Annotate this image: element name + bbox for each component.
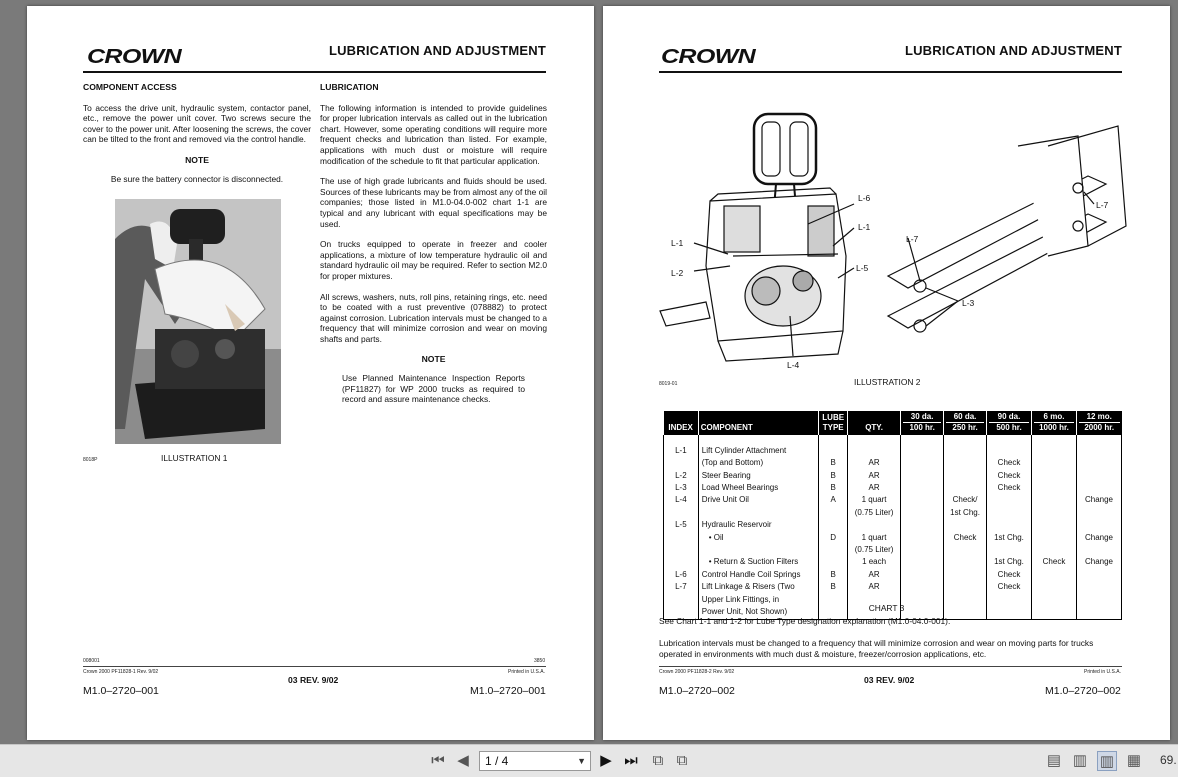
table-cell-lube	[819, 445, 848, 457]
table-cell-i1	[901, 569, 944, 581]
table-cell-component: Load Wheel Bearings	[698, 482, 819, 494]
page-number-value: 1 / 4	[485, 754, 509, 768]
lubrication-paragraph-2: The use of high grade lubricants and fluids should be used. Sources of these lubricants may be from almost any of the oil companies; those listed in M1.0-04.0-002 chart 1-1 are typical and any lubricant with equal specifications may be used.	[320, 176, 547, 229]
table-cell-i5	[1076, 470, 1121, 482]
table-row	[664, 519, 1122, 531]
callout-l3: L-3	[962, 298, 975, 308]
table-cell-i4	[1032, 519, 1077, 531]
table-cell-i3: 1st Chg.	[987, 556, 1032, 568]
header-rule	[659, 71, 1122, 73]
chart-body	[664, 435, 1122, 619]
table-cell-lube: D	[819, 532, 848, 544]
table-cell-i3	[987, 445, 1032, 457]
table-cell-component: • Oil	[698, 532, 819, 544]
chart-caption: CHART 3	[868, 603, 905, 613]
table-cell-i1	[901, 482, 944, 494]
crown-logo: CROWN	[661, 46, 756, 68]
lubrication-paragraph-3: On trucks equipped to operate in freezer and cooler applications, a mixture of low temperature hydraulic oil and standard hydraulic oil may be required. Refer to section M2.0 for proper mixtures.	[320, 239, 547, 281]
illustration-2-label: ILLUSTRATION 2	[854, 377, 921, 387]
callout-l1-right: L-1	[858, 222, 871, 232]
table-cell-lube: B	[819, 482, 848, 494]
footer-code-left: 008001	[83, 658, 100, 664]
two-page-view-icon[interactable]: ▥	[1097, 751, 1117, 771]
table-cell-i3: Check	[987, 482, 1032, 494]
footer-rule	[83, 666, 546, 667]
table-cell-lube: B	[819, 470, 848, 482]
col-60da: 60 da. 250 hr.	[944, 411, 987, 435]
note-body: Be sure the battery connector is disconnected.	[110, 173, 284, 184]
table-cell-qty: AR	[848, 470, 901, 482]
table-cell-i5: Change	[1076, 532, 1121, 544]
table-cell-i3: Check	[987, 470, 1032, 482]
table-cell-i5	[1076, 569, 1121, 581]
table-cell-i4	[1032, 482, 1077, 494]
table-row	[664, 556, 1122, 568]
table-cell-i1	[901, 457, 944, 469]
footer-copyright: Crown 2000 PF11828-2 Rev. 9/02	[659, 669, 735, 675]
table-cell-qty: AR	[848, 482, 901, 494]
table-cell-i4	[1032, 581, 1077, 593]
illustration-2-code: 8019-01	[659, 381, 678, 387]
table-cell-index: L-4	[664, 494, 699, 506]
table-cell-index	[664, 544, 699, 556]
header-rule	[83, 71, 546, 73]
table-cell-i5	[1076, 457, 1121, 469]
callout-l7-lower: L-7	[906, 234, 919, 244]
table-cell-qty: (0.75 Liter)	[848, 507, 901, 519]
table-cell-i4	[1032, 544, 1077, 556]
continuous-view-icon[interactable]: ▥	[1072, 752, 1088, 769]
table-cell-i1	[901, 494, 944, 506]
table-cell-i5	[1076, 482, 1121, 494]
table-cell-index: L-7	[664, 581, 699, 593]
component-access-section	[83, 82, 311, 184]
table-cell-i2	[944, 457, 987, 469]
table-cell-i5	[1076, 445, 1121, 457]
table-cell-i1	[901, 445, 944, 457]
table-cell-lube	[819, 507, 848, 519]
table-cell-i5	[1076, 544, 1121, 556]
table-cell-component	[698, 507, 819, 519]
table-cell-i1	[901, 544, 944, 556]
lubrication-note-body: Use Planned Maintenance Inspection Reports (PF11827) for WP 2000 trucks as required to record and assure maintenance checks.	[342, 373, 525, 405]
table-row	[664, 470, 1122, 482]
back-view-icon[interactable]: ⧉	[652, 752, 664, 769]
table-cell-lube: B	[819, 581, 848, 593]
note-heading: NOTE	[185, 154, 209, 165]
table-cell-i5: Change	[1076, 494, 1121, 506]
table-cell-i2	[944, 569, 987, 581]
table-cell-component: (Top and Bottom)	[698, 457, 819, 469]
document-page-1	[27, 6, 594, 740]
footer-rule	[659, 666, 1122, 667]
table-cell-i1	[901, 556, 944, 568]
illustration-1-label: ILLUSTRATION 1	[161, 453, 228, 463]
callout-l1-left: L-1	[671, 238, 684, 248]
table-cell-lube	[819, 544, 848, 556]
col-component: COMPONENT	[698, 411, 819, 435]
lubrication-note-heading: NOTE	[421, 354, 446, 365]
illustration-1-photo	[115, 199, 281, 444]
component-access-body: To access the drive unit, hydraulic system, contactor panel, etc., remove the power unit cover. Two screws secure the cover to the power unit. After loosening the screws, the cover can be tilted to the front and removed via the control handle.	[83, 102, 311, 145]
callout-l5: L-5	[856, 263, 869, 273]
table-cell-qty: 1 quart	[848, 532, 901, 544]
table-cell-component: Control Handle Coil Springs	[698, 569, 819, 581]
single-page-view-icon[interactable]: ▤	[1046, 752, 1062, 769]
table-cell-i4	[1032, 494, 1077, 506]
col-12mo: 12 mo. 2000 hr.	[1076, 411, 1121, 435]
table-row	[664, 494, 1122, 506]
col-30da: 30 da. 100 hr.	[901, 411, 944, 435]
table-cell-index	[664, 532, 699, 544]
table-cell-i4	[1032, 470, 1077, 482]
lubrication-paragraph-1: The following information is intended to provide guidelines for proper lubrication intervals as called out in the lubrication chart. However, some operating conditions will require more frequent checks and lubrication than listed. For example, applications with much dust or moisture will require modification of the schedule to fit that particular application.	[320, 102, 547, 166]
crown-logo: CROWN	[87, 46, 182, 68]
table-cell-index	[664, 556, 699, 568]
interval-note: Lubrication intervals must be changed to a frequency that will minimize corrosion and wear on moving parts for trucks operated in environments with much dust & moisture, freezer/corrosion applications, etc.	[659, 638, 1094, 659]
table-cell-i3: Check	[987, 569, 1032, 581]
table-cell-i3: Check	[987, 457, 1032, 469]
callout-l6: L-6	[858, 193, 871, 203]
page-title: LUBRICATION AND ADJUSTMENT	[328, 43, 546, 58]
table-cell-index: L-1	[664, 445, 699, 457]
table-cell-i4	[1032, 507, 1077, 519]
footer-copyright: Crown 2000 PF11828-1 Rev. 9/02	[83, 669, 159, 675]
table-row	[664, 507, 1122, 519]
table-cell-index: L-5	[664, 519, 699, 531]
table-cell-i1	[901, 507, 944, 519]
table-cell-i2: Check	[944, 532, 987, 544]
table-cell-component: Hydraulic Reservoir	[698, 519, 819, 531]
table-cell-component: Lift Cylinder Attachment	[698, 445, 819, 457]
table-row	[664, 544, 1122, 556]
table-cell-i2: Check/	[944, 494, 987, 506]
col-90da: 90 da. 500 hr.	[987, 411, 1032, 435]
table-cell-i2	[944, 445, 987, 457]
table-cell-component: Drive Unit Oil	[698, 494, 819, 506]
table-cell-qty	[848, 519, 901, 531]
table-row	[664, 482, 1122, 494]
revision-label: 03 REV. 9/02	[288, 675, 339, 685]
table-cell-component: Steer Bearing	[698, 470, 819, 482]
table-row	[664, 457, 1122, 469]
table-cell-lube	[819, 556, 848, 568]
footer-printed: Printed in U.S.A.	[508, 669, 545, 675]
table-cell-i3: 1st Chg.	[987, 532, 1032, 544]
table-cell-i5	[1076, 519, 1121, 531]
revision-label: 03 REV. 9/02	[864, 675, 915, 685]
table-cell-i3	[987, 519, 1032, 531]
table-cell-index	[664, 457, 699, 469]
footer-printed: Printed in U.S.A.	[1084, 669, 1121, 675]
table-cell-i5	[1076, 581, 1121, 593]
document-page-2	[603, 6, 1170, 740]
chevron-down-icon[interactable]: ▼	[577, 756, 586, 766]
page-title: LUBRICATION AND ADJUSTMENT	[904, 43, 1122, 58]
table-cell-i1	[901, 470, 944, 482]
lubrication-paragraph-4: All screws, washers, nuts, roll pins, retaining rings, etc. need to be coated with a rust preventive (078882) to protect against corrosion. Lubrication intervals must be changed to a frequency that will minimize corrosion and wear on moving shafts and parts.	[320, 291, 547, 344]
table-cell-index: L-6	[664, 569, 699, 581]
table-cell-qty: AR	[848, 581, 901, 593]
lubrication-heading: LUBRICATION	[320, 82, 379, 92]
table-cell-i2	[944, 482, 987, 494]
table-cell-i5	[1076, 507, 1121, 519]
table-cell-i2: 1st Chg.	[944, 507, 987, 519]
last-page-button[interactable]: ⏭	[624, 752, 638, 769]
page-number-input[interactable]	[479, 751, 591, 771]
illustration-1-code: 8018P	[83, 457, 98, 463]
table-cell-component: Power Unit, Not Shown)	[698, 606, 819, 619]
table-cell-i3	[987, 544, 1032, 556]
table-cell-lube	[819, 519, 848, 531]
zoom-level[interactable]: 69.	[1160, 753, 1177, 767]
col-qty: QTY.	[848, 411, 901, 435]
table-cell-qty: 1 each	[848, 556, 901, 568]
table-cell-i2	[944, 470, 987, 482]
table-cell-lube: B	[819, 569, 848, 581]
table-cell-component	[698, 544, 819, 556]
table-cell-i4	[1032, 457, 1077, 469]
doc-number-left: M1.0–2720–001	[83, 685, 159, 697]
table-cell-i4: Check	[1032, 556, 1077, 568]
table-cell-index: L-2	[664, 470, 699, 482]
table-cell-i4	[1032, 532, 1077, 544]
table-cell-qty: AR	[848, 457, 901, 469]
table-row	[664, 569, 1122, 581]
table-cell-index	[664, 507, 699, 519]
table-cell-component: Upper Link Fittings, in	[698, 594, 819, 606]
callout-l7-upper: L-7	[1096, 200, 1109, 210]
callout-l2: L-2	[671, 268, 684, 278]
table-row	[664, 532, 1122, 544]
table-cell-component: • Return & Suction Filters	[698, 556, 819, 568]
table-cell-i2	[944, 556, 987, 568]
table-cell-i1	[901, 519, 944, 531]
table-cell-lube: B	[819, 457, 848, 469]
table-cell-index: L-3	[664, 482, 699, 494]
next-page-button[interactable]: ▶	[600, 752, 612, 769]
component-access-heading: COMPONENT ACCESS	[83, 82, 177, 92]
table-cell-lube: A	[819, 494, 848, 506]
doc-number-right: M1.0–2720–002	[1045, 685, 1121, 697]
doc-number-right: M1.0–2720–001	[470, 685, 546, 697]
table-cell-i5: Change	[1076, 556, 1121, 568]
doc-number-left: M1.0–2720–002	[659, 685, 735, 697]
truck-service-photo-drawing	[115, 199, 281, 444]
table-row	[664, 445, 1122, 457]
table-cell-i3	[987, 507, 1032, 519]
col-6mo: 6 mo. 1000 hr.	[1032, 411, 1077, 435]
table-cell-component: Lift Linkage & Risers (Two	[698, 581, 819, 593]
table-row	[664, 581, 1122, 593]
table-cell-qty: 1 quart	[848, 494, 901, 506]
first-page-button[interactable]: ⏮	[431, 752, 445, 769]
lube-type-note: See Chart 1-1 and 1-2 for Lube Type designation explanation (M1.0-04.0-001).	[659, 616, 951, 626]
forward-view-icon[interactable]: ⧉	[676, 752, 688, 769]
two-page-continuous-icon[interactable]: ▦	[1126, 752, 1142, 769]
table-cell-i3	[987, 494, 1032, 506]
previous-page-button[interactable]: ◀	[457, 752, 469, 769]
table-cell-i2	[944, 544, 987, 556]
table-cell-qty: (0.75 Liter)	[848, 544, 901, 556]
table-cell-i4	[1032, 569, 1077, 581]
col-index: INDEX	[664, 411, 699, 435]
illustration-2-diagram	[658, 106, 1128, 376]
table-cell-i4	[1032, 445, 1077, 457]
table-cell-i1	[901, 581, 944, 593]
table-cell-i2	[944, 581, 987, 593]
callout-l4: L-4	[787, 360, 800, 370]
table-cell-qty: AR	[848, 569, 901, 581]
table-cell-qty	[848, 445, 901, 457]
table-cell-i1	[901, 532, 944, 544]
col-lube-type: LUBE TYPE	[819, 411, 848, 435]
footer-code-right: 3850	[534, 658, 546, 664]
lubrication-section	[320, 82, 547, 405]
viewer-toolbar	[0, 744, 1178, 777]
lubrication-chart	[663, 411, 1122, 620]
chart-spacer-row	[664, 435, 1122, 445]
table-cell-i3: Check	[987, 581, 1032, 593]
table-cell-i2	[944, 519, 987, 531]
